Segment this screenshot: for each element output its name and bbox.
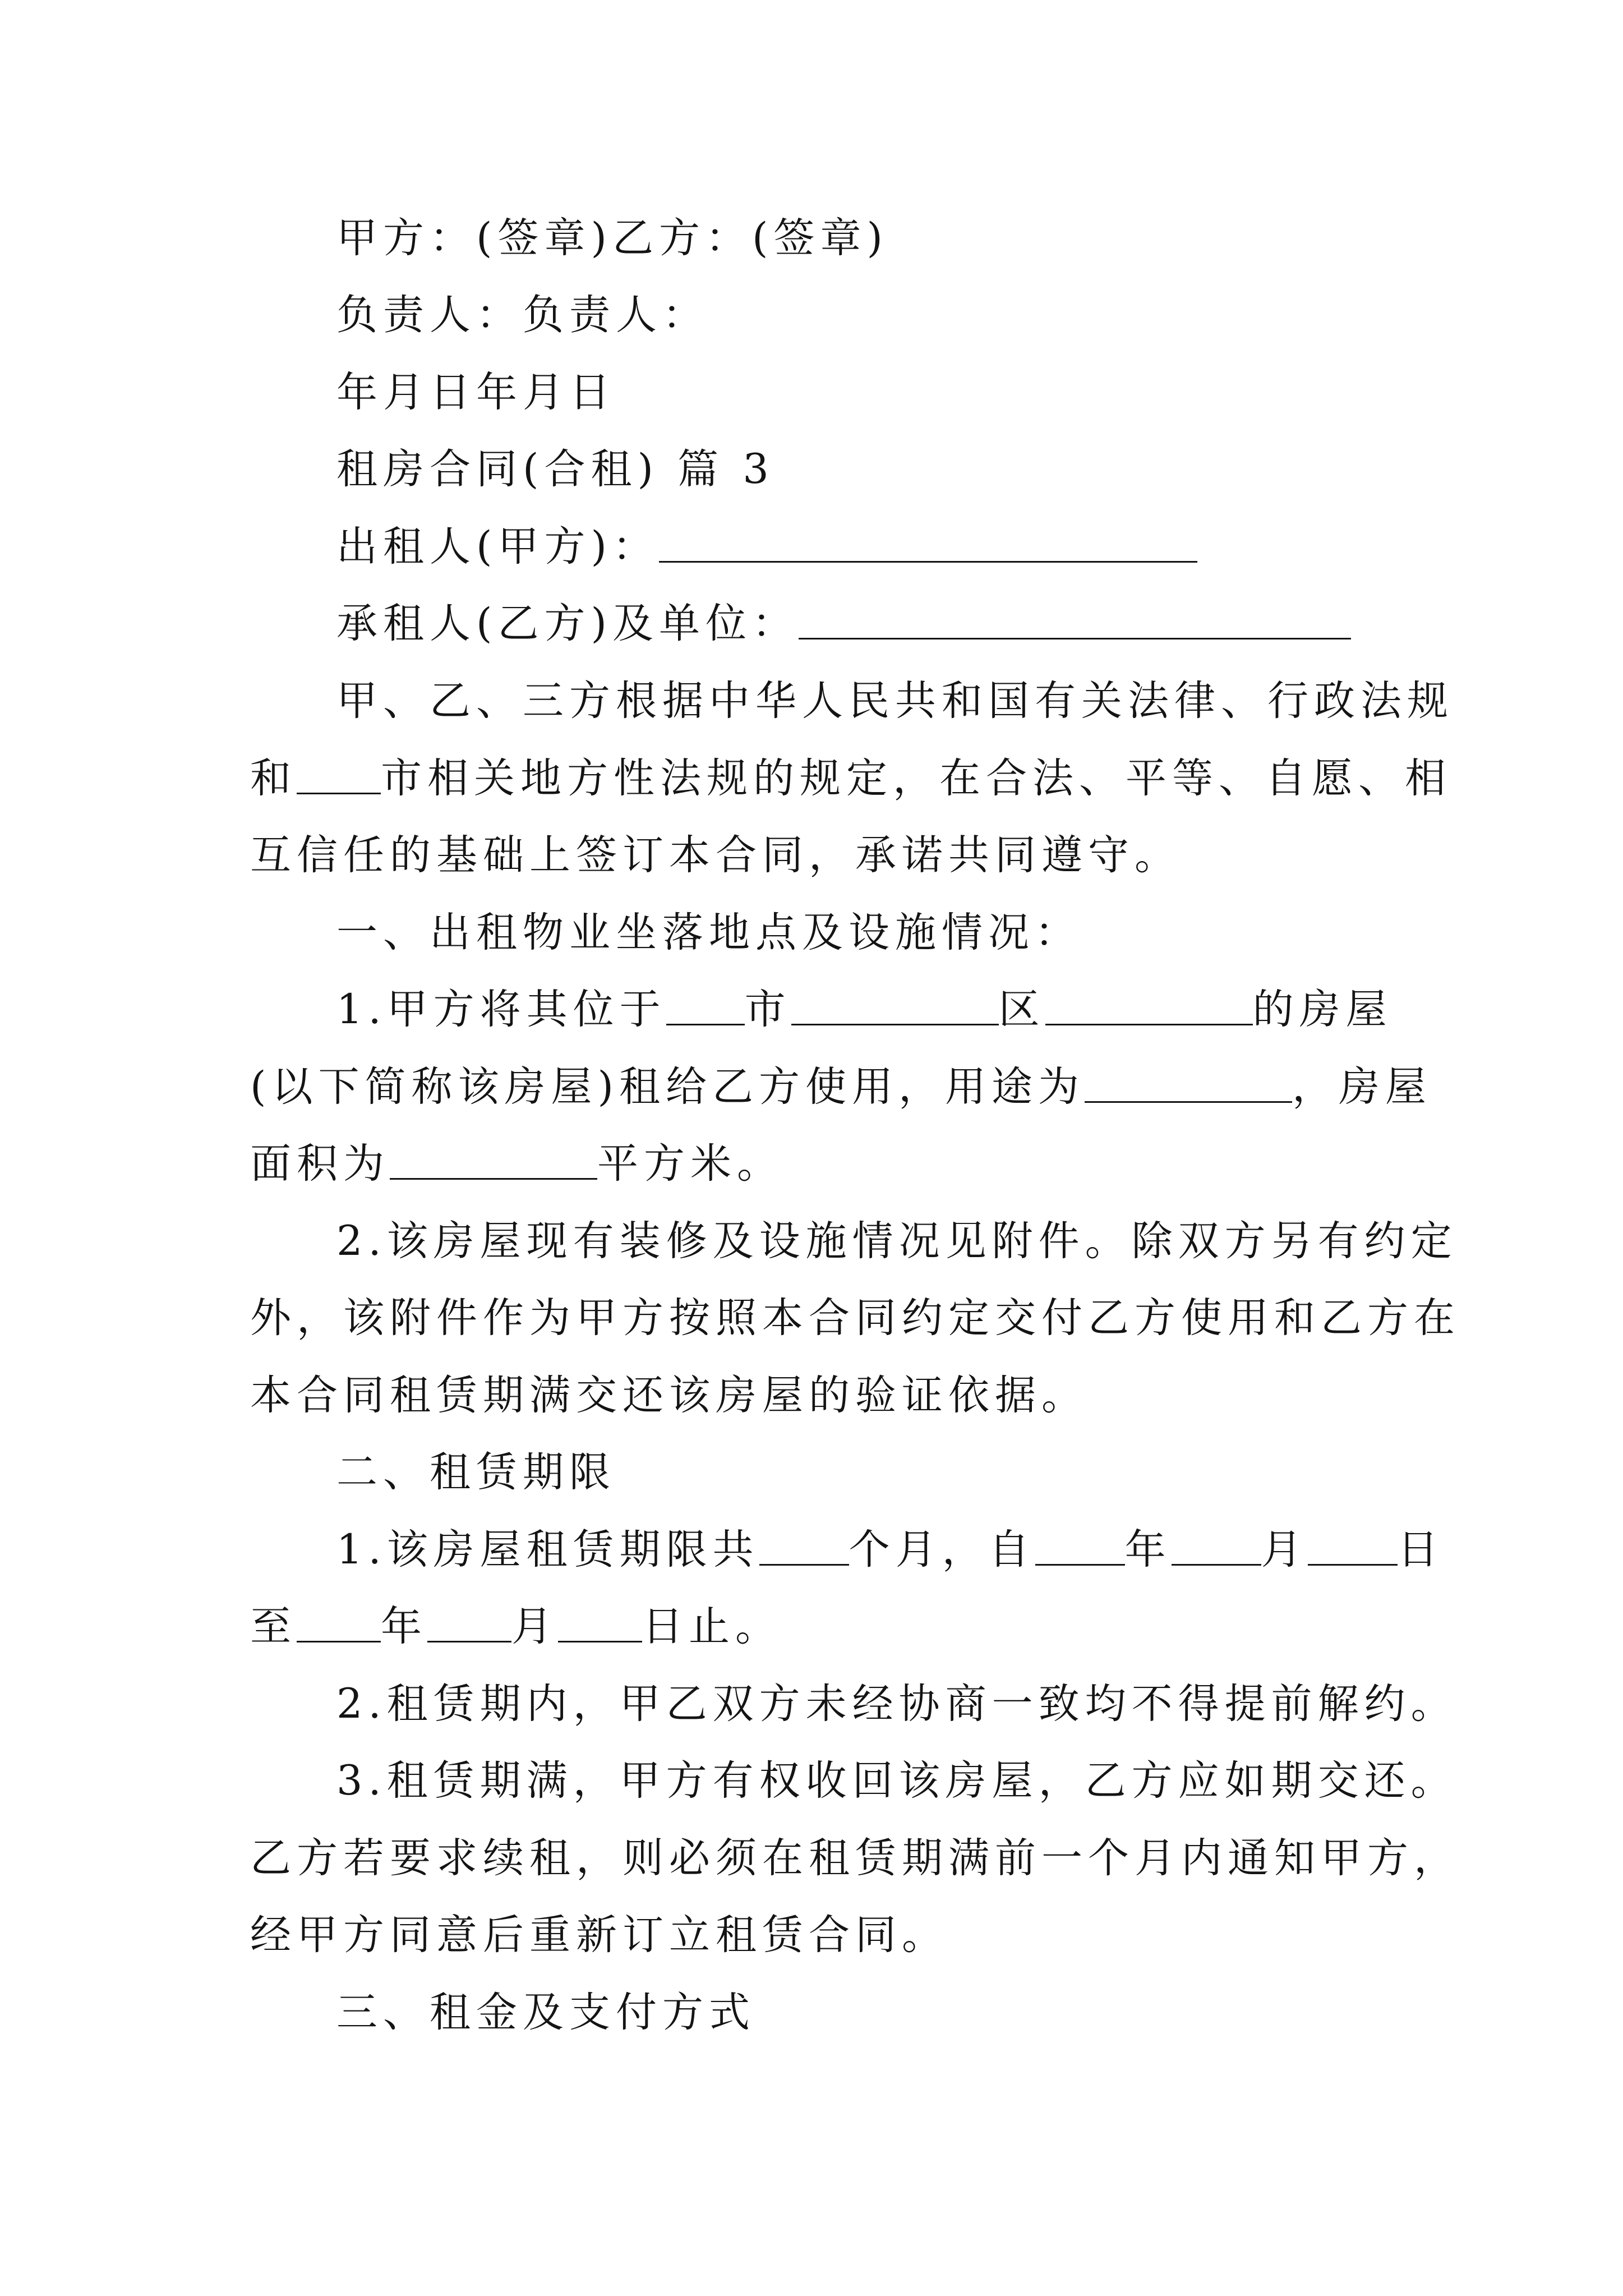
text-segment: 面积为	[250, 1140, 390, 1188]
text-line	[336, 365, 1469, 421]
text-segment: 互信任的基础上签订本合同，承诺共同遵守。	[250, 831, 1181, 879]
text-segment: 月	[1261, 1526, 1308, 1573]
fill-in-blank	[1172, 1531, 1261, 1565]
text-segment: 2.租赁期内，甲乙双方未经协商一致均不得提前解约。	[336, 1680, 1458, 1728]
text-segment: 甲、乙、三方根据中华人民共和国有关法律、行政法规	[336, 677, 1454, 725]
text-segment: (以下简称该房屋)租给乙方使用，用途为	[250, 1063, 1085, 1111]
text-segment: 年	[1124, 1526, 1172, 1573]
text-segment: 市	[744, 986, 791, 1033]
fill-in-blank	[427, 1608, 511, 1642]
text-segment: 负责人：负责人：	[336, 291, 709, 339]
text-segment: 二、租赁期限	[336, 1448, 616, 1496]
fill-in-blank	[390, 1145, 597, 1179]
text-line	[250, 1290, 1460, 1346]
text-segment: 日止。	[642, 1603, 782, 1650]
text-line	[250, 1830, 1460, 1887]
text-segment: 承租人(乙方)及单位：	[336, 600, 799, 647]
text-segment: 年	[381, 1603, 427, 1650]
fill-in-blank	[297, 1608, 381, 1642]
text-segment: 本合同租赁期满交还该房屋的验证依据。	[250, 1372, 1088, 1419]
text-segment: 平方米。	[597, 1140, 783, 1188]
text-segment: 三、租金及支付方式	[336, 1989, 755, 2036]
text-line	[336, 287, 1469, 343]
text-line	[336, 1676, 1469, 1732]
text-line	[250, 751, 1451, 807]
text-line	[250, 1368, 1383, 1424]
fill-in-blank	[1035, 1531, 1125, 1565]
text-segment: 3.租赁期满，甲方有权收回该房屋，乙方应如期交还。	[336, 1757, 1458, 1805]
text-line	[336, 596, 1469, 652]
text-line	[336, 210, 1469, 266]
text-line	[336, 441, 1469, 498]
fill-in-blank	[666, 991, 745, 1025]
text-line	[250, 1136, 1383, 1192]
text-segment: 一、出租物业坐落地点及设施情况：	[336, 909, 1081, 956]
text-segment: 经甲方同意后重新订立租赁合同。	[250, 1911, 948, 1959]
text-segment: 租房合同(合租) 篇 3	[336, 445, 774, 493]
text-segment: 1.甲方将其位于	[336, 986, 666, 1033]
text-segment: 月	[511, 1603, 558, 1650]
text-segment: 1.该房屋租赁期限共	[336, 1526, 759, 1573]
text-segment: 2.该房屋现有装修及设施情况见附件。除双方另有约定	[336, 1217, 1458, 1265]
text-line	[250, 1059, 1432, 1115]
text-segment: 区	[998, 986, 1045, 1033]
text-segment: 至	[250, 1603, 297, 1650]
text-segment: 和	[250, 754, 297, 802]
text-segment: 出租人(甲方)：	[336, 523, 659, 570]
text-line	[336, 1444, 1469, 1501]
text-line	[336, 1213, 1469, 1269]
fill-in-blank	[1045, 991, 1253, 1025]
text-line	[336, 1985, 1469, 2041]
text-line	[250, 827, 1383, 884]
text-segment: 甲方：(签章)乙方：(签章)	[336, 214, 888, 262]
fill-in-blank	[297, 760, 381, 794]
text-line	[336, 1753, 1469, 1809]
fill-in-blank	[1308, 1531, 1398, 1565]
text-segment: 的房屋	[1252, 986, 1393, 1033]
text-segment: 外，该附件作为甲方按照本合同约定交付乙方使用和乙方在	[250, 1294, 1460, 1342]
text-segment: 市相关地方性法规的规定，在合法、平等、自愿、相	[381, 754, 1451, 802]
text-line	[336, 982, 1469, 1038]
text-line	[336, 519, 1469, 575]
fill-in-blank	[558, 1608, 642, 1642]
text-line	[336, 673, 1469, 729]
text-segment: 乙方若要求续租，则必须在租赁期满前一个月内通知甲方，	[250, 1834, 1460, 1882]
fill-in-blank	[759, 1531, 849, 1565]
fill-in-blank	[791, 991, 999, 1025]
text-segment: 个月，自	[849, 1526, 1035, 1573]
fill-in-blank	[1085, 1068, 1292, 1102]
fill-in-blank	[799, 605, 1351, 639]
text-line	[250, 1599, 1383, 1655]
text-line	[336, 905, 1469, 961]
text-line	[250, 1907, 1383, 1963]
text-segment: 年月日年月日	[336, 369, 616, 416]
text-segment: 日	[1397, 1526, 1444, 1573]
text-segment: ，房屋	[1292, 1063, 1432, 1111]
fill-in-blank	[659, 528, 1197, 562]
text-line	[336, 1522, 1469, 1578]
